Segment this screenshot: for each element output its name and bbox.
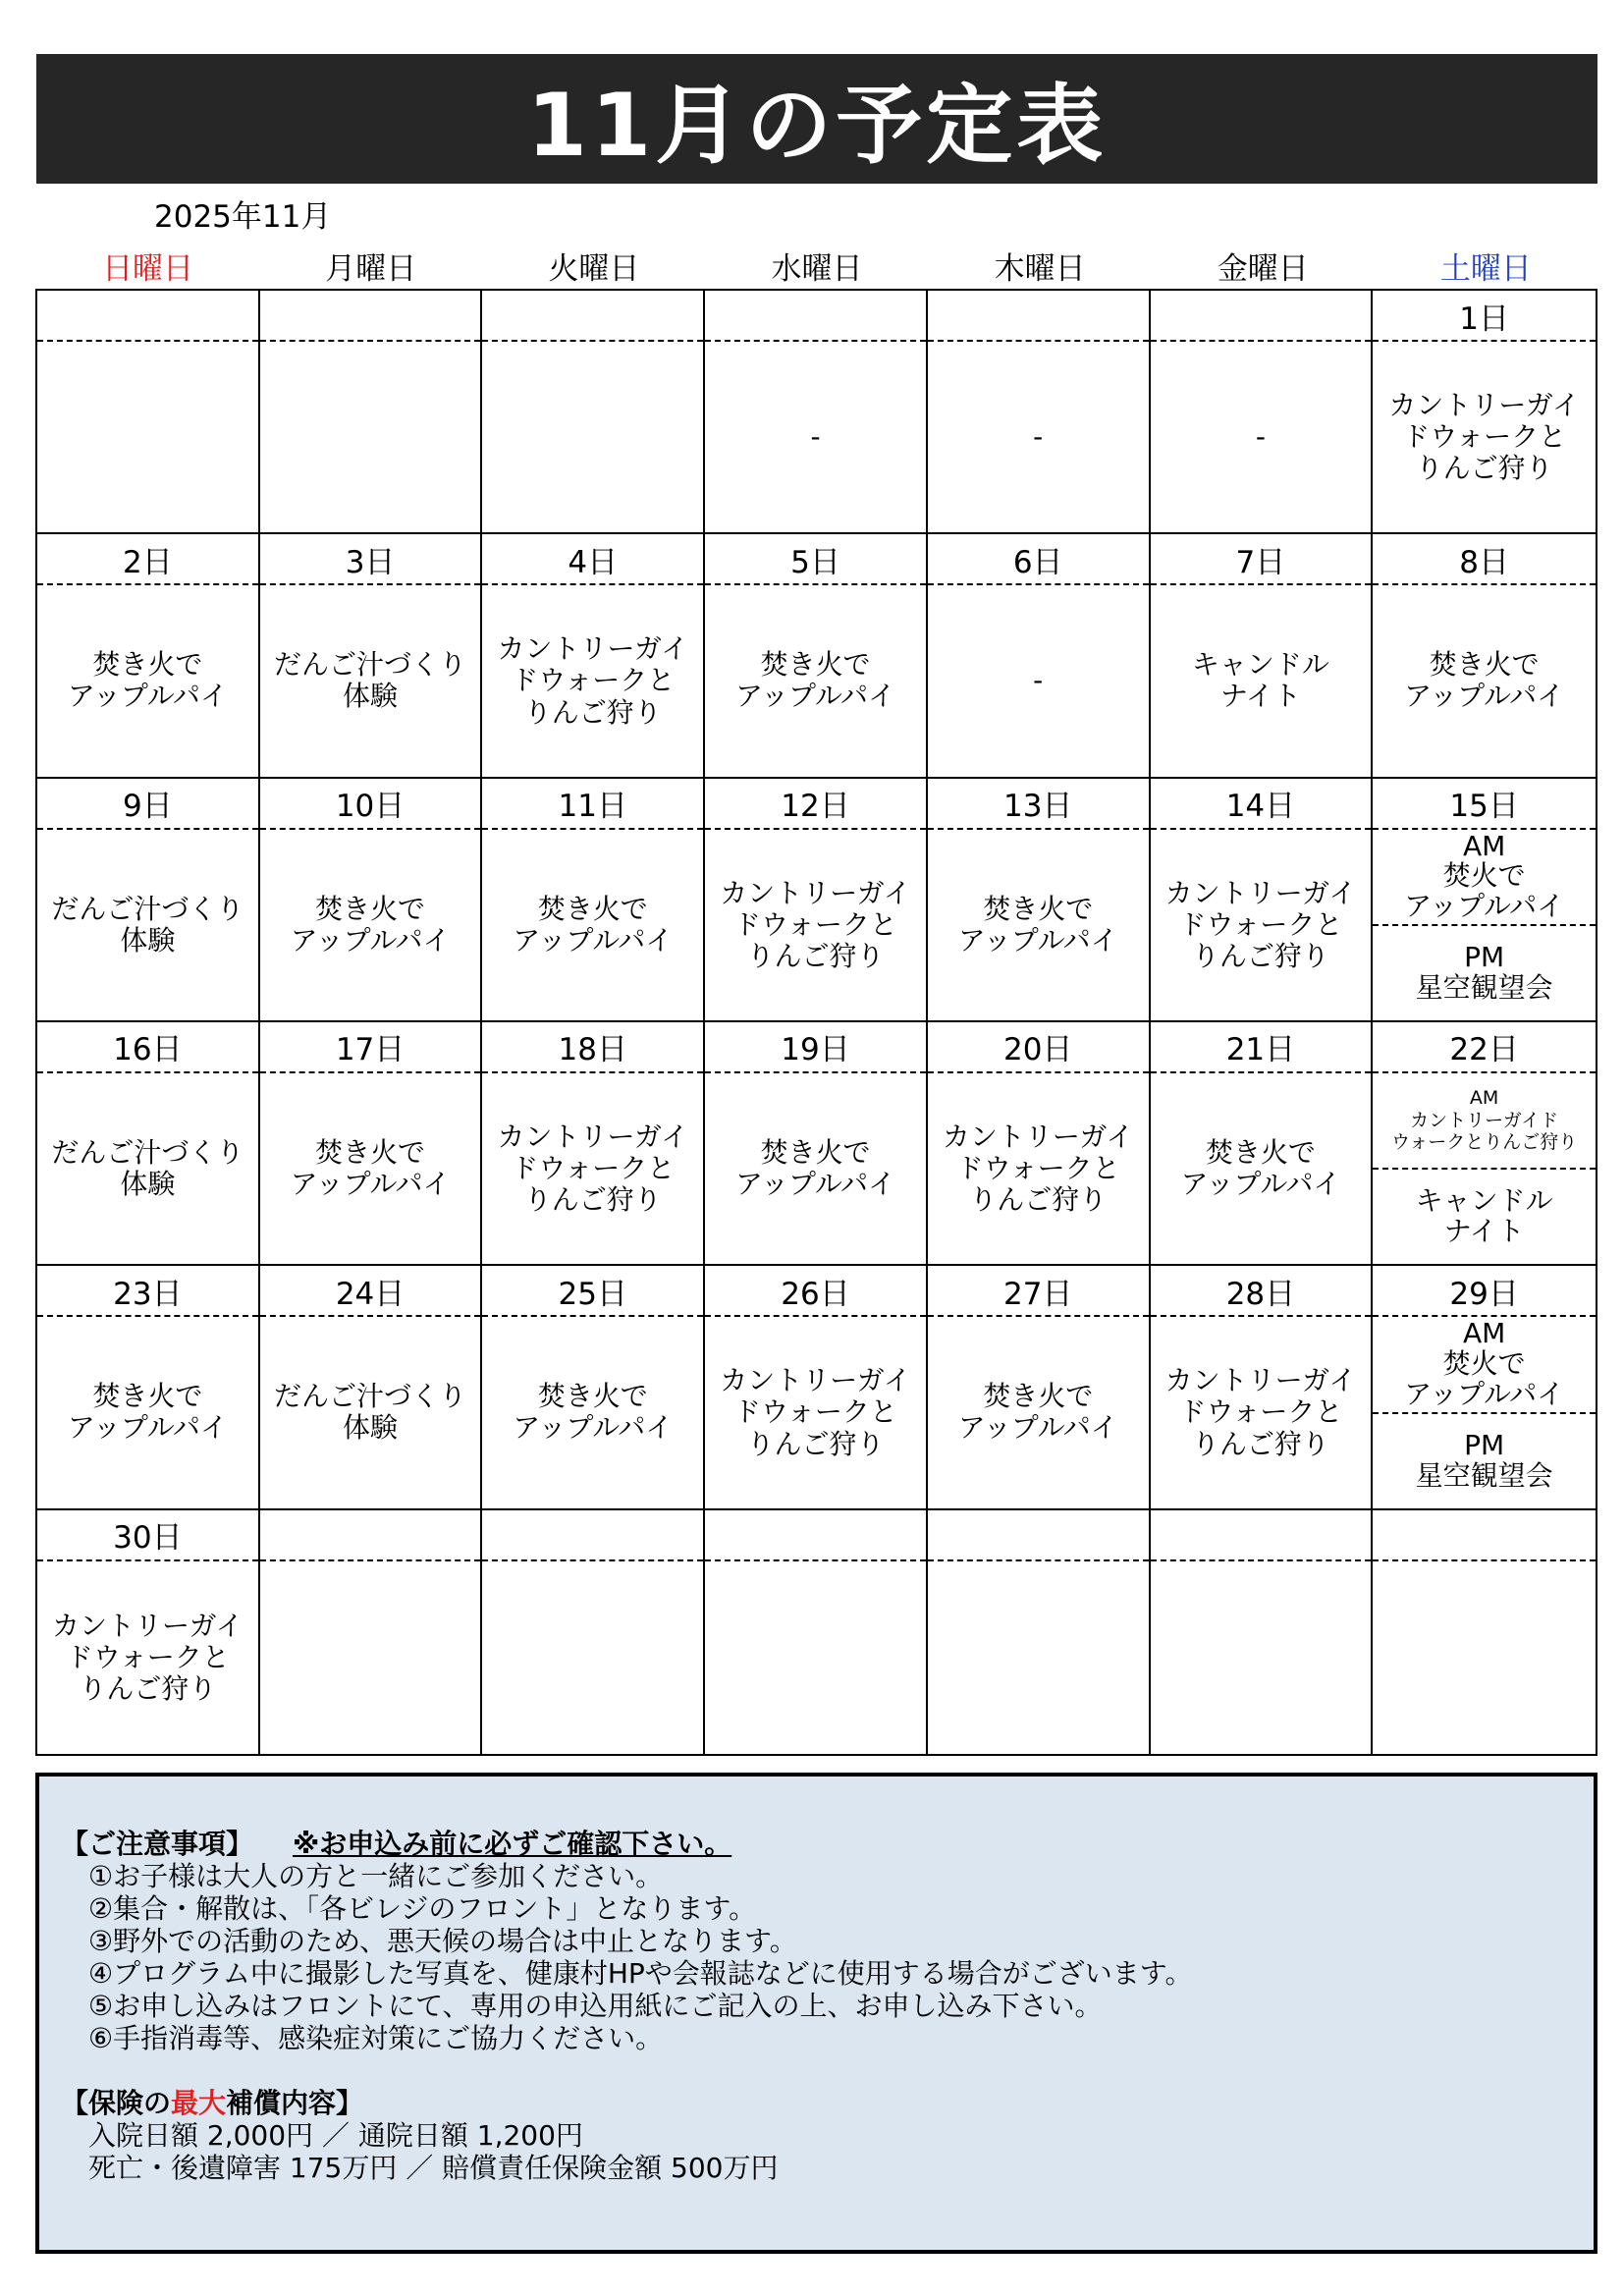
day-event	[482, 1561, 703, 1754]
day-number: 12日	[705, 779, 926, 830]
day-event: 焚き火で アップルパイ	[513, 1380, 674, 1445]
notice-heading-label: 【ご注意事項】	[61, 1828, 254, 1860]
day-number	[482, 1510, 703, 1561]
day-number: 9日	[37, 779, 258, 830]
notice-item: ⑥手指消毒等、感染症対策にご協力ください。	[88, 2022, 664, 2055]
calendar-day-cell	[260, 779, 483, 1022]
day-event: だんご汁づくり 体験	[274, 648, 467, 713]
day-number: 21日	[1151, 1022, 1372, 1073]
calendar-day-cell	[37, 534, 260, 778]
calendar-day-cell	[1373, 1022, 1596, 1266]
day-number	[928, 1510, 1149, 1561]
calendar-day-cell	[705, 779, 928, 1022]
notice-item: ③野外での活動のため、悪天候の場合は中止となります。	[88, 1925, 797, 1958]
day-number: 15日	[1373, 779, 1596, 830]
day-number	[1151, 291, 1372, 342]
insurance-line: 死亡・後遺障害 175万円 ／ 賠償責任保険金額 500万円	[88, 2152, 779, 2185]
day-events	[1373, 830, 1596, 1020]
day-events	[1373, 1317, 1596, 1507]
notice-heading	[61, 1828, 1594, 1860]
day-event: だんご汁づくり 体験	[51, 1135, 244, 1201]
day-event: 焚き火で アップルパイ	[290, 892, 451, 957]
day-event	[482, 342, 703, 532]
calendar-day-cell	[1151, 1022, 1374, 1266]
day-number: 23日	[37, 1266, 258, 1317]
day-event: カントリーガイ ドウォークと りんご狩り	[497, 632, 689, 729]
calendar-day-cell	[928, 291, 1151, 534]
notice-item: ①お子様は大人の方と一緒にご参加ください。	[88, 1860, 664, 1893]
day-event	[928, 1561, 1149, 1754]
day-number: 14日	[1151, 779, 1372, 830]
day-number: 11日	[482, 779, 703, 830]
day-event	[1151, 1561, 1372, 1754]
day-event: カントリーガイ ドウォークと りんご狩り	[720, 876, 911, 972]
day-number: 20日	[928, 1022, 1149, 1073]
day-number: 25日	[482, 1266, 703, 1317]
title-text: 11月の予定表	[526, 75, 1108, 176]
calendar-day-cell	[928, 534, 1151, 778]
calendar-day-cell	[928, 779, 1151, 1022]
day-event	[1373, 1561, 1596, 1754]
calendar-day-cell	[37, 1022, 260, 1266]
day-event: 焚き火で アップルパイ	[735, 648, 895, 713]
notice-item: ④プログラム中に撮影した写真を、健康村HPや会報誌などに使用する場合がございます。	[88, 1957, 1193, 1991]
calendar-day-cell	[705, 534, 928, 778]
calendar-day-cell	[260, 291, 483, 534]
day-event: 焚き火で アップルパイ	[1180, 1135, 1341, 1201]
day-number: 19日	[705, 1022, 926, 1073]
day-event: 焚き火で アップルパイ	[290, 1135, 451, 1201]
page-title	[36, 54, 1597, 184]
notice-item: ⑤お申し込みはフロントにて、専用の申込用紙にご記入の上、お申し込み下さい。	[88, 1990, 1103, 2023]
day-events	[1373, 1073, 1596, 1264]
day-number: 17日	[260, 1022, 481, 1073]
calendar-day-cell	[482, 291, 705, 534]
calendar-day-cell	[260, 1266, 483, 1509]
calendar-day-cell	[482, 779, 705, 1022]
calendar-day-cell	[928, 1022, 1151, 1266]
day-number	[705, 1510, 926, 1561]
day-event	[260, 342, 481, 532]
calendar-day-cell	[482, 1510, 705, 1754]
day-number: 22日	[1373, 1022, 1596, 1073]
day-number	[705, 291, 926, 342]
am-event: AM 焚火で アップルパイ	[1373, 830, 1596, 926]
calendar-day-cell	[37, 1266, 260, 1509]
calendar-day-cell	[37, 779, 260, 1022]
calendar-day-cell	[260, 1510, 483, 1754]
calendar-day-cell	[1151, 1266, 1374, 1509]
day-event	[37, 342, 258, 532]
calendar-day-cell	[1151, 534, 1374, 778]
day-number: 13日	[928, 779, 1149, 830]
calendar-day-cell	[260, 1022, 483, 1266]
day-number: 5日	[705, 534, 926, 585]
day-event: 焚き火で アップルパイ	[957, 892, 1118, 957]
day-event: カントリーガイ ドウォークと りんご狩り	[497, 1120, 689, 1217]
calendar-day-cell	[928, 1266, 1151, 1509]
calendar-day-cell	[1151, 291, 1374, 534]
day-number: 24日	[260, 1266, 481, 1317]
am-event: AM カントリーガイド ウォークとりんご狩り	[1373, 1073, 1596, 1170]
calendar-day-cell	[705, 1510, 928, 1754]
day-event: カントリーガイ ドウォークと りんご狩り	[1164, 876, 1357, 972]
calendar-day-cell	[37, 1510, 260, 1754]
day-number	[1373, 1510, 1596, 1561]
day-number: 1日	[1373, 291, 1596, 342]
weekday-monday: 月曜日	[325, 251, 417, 287]
day-number	[1151, 1510, 1372, 1561]
day-event: カントリーガイ ドウォークと りんご狩り	[52, 1609, 244, 1705]
month-label: 2025年11月	[154, 199, 332, 235]
day-event: 焚き火で アップルパイ	[735, 1135, 895, 1201]
day-event: 焚き火で アップルパイ	[957, 1380, 1118, 1445]
day-event: -	[810, 420, 821, 454]
day-number	[260, 291, 481, 342]
day-number: 4日	[482, 534, 703, 585]
day-event: カントリーガイ ドウォークと りんご狩り	[1388, 388, 1580, 485]
day-number: 10日	[260, 779, 481, 830]
calendar-day-cell	[928, 1510, 1151, 1754]
day-event: キャンドル ナイト	[1191, 648, 1329, 713]
weekday-tuesday: 火曜日	[548, 251, 640, 287]
day-number: 7日	[1151, 534, 1372, 585]
pm-event: キャンドル ナイト	[1415, 1184, 1553, 1248]
calendar-day-cell	[705, 291, 928, 534]
calendar-day-cell	[1373, 779, 1596, 1022]
calendar-day-cell	[482, 1022, 705, 1266]
weekday-sunday: 日曜日	[102, 251, 194, 287]
insurance-heading-emphasis: 最大	[171, 2087, 227, 2120]
day-number: 3日	[260, 534, 481, 585]
day-event: -	[1033, 420, 1044, 454]
day-number	[260, 1510, 481, 1561]
calendar-day-cell	[260, 534, 483, 778]
calendar-day-cell	[482, 534, 705, 778]
insurance-line: 入院日額 2,000円 ／ 通院日額 1,200円	[88, 2119, 583, 2153]
calendar-day-cell	[1151, 779, 1374, 1022]
day-event: カントリーガイ ドウォークと りんご狩り	[720, 1364, 911, 1460]
day-number: 6日	[928, 534, 1149, 585]
day-event	[260, 1561, 481, 1754]
day-number: 30日	[37, 1510, 258, 1561]
day-event: 焚き火で アップルパイ	[67, 648, 228, 713]
day-event: -	[1255, 420, 1266, 454]
insurance-heading	[61, 2087, 1594, 2119]
day-event: カントリーガイ ドウォークと りんご狩り	[1164, 1364, 1357, 1460]
notice-item: ②集合・解散は、「各ビレジのフロント」となります。	[88, 1892, 757, 1926]
day-event: カントリーガイ ドウォークと りんご狩り	[942, 1120, 1134, 1217]
calendar-day-cell	[1373, 291, 1596, 534]
weekday-thursday: 木曜日	[994, 251, 1086, 287]
day-event: だんご汁づくり 体験	[51, 892, 244, 957]
day-number: 29日	[1373, 1266, 1596, 1317]
calendar-day-cell	[1151, 1510, 1374, 1754]
calendar-day-cell	[482, 1266, 705, 1509]
pm-event: PM 星空観望会	[1415, 1428, 1553, 1492]
calendar-day-cell	[705, 1266, 928, 1509]
day-event: 焚き火で アップルパイ	[513, 892, 674, 957]
calendar-grid	[35, 289, 1597, 1756]
calendar-day-cell	[1373, 1510, 1596, 1754]
day-number	[928, 291, 1149, 342]
pm-event: PM 星空観望会	[1415, 941, 1553, 1004]
am-event: AM 焚火で アップルパイ	[1373, 1317, 1596, 1413]
day-number: 28日	[1151, 1266, 1372, 1317]
day-event: だんご汁づくり 体験	[274, 1380, 467, 1445]
day-event: 焚き火で アップルパイ	[1404, 648, 1565, 713]
day-event	[705, 1561, 926, 1754]
notice-heading-note: ※お申込み前に必ずご確認下さい。	[293, 1828, 732, 1860]
day-number: 8日	[1373, 534, 1596, 585]
calendar-day-cell	[1373, 1266, 1596, 1509]
day-number: 18日	[482, 1022, 703, 1073]
weekday-wednesday: 水曜日	[771, 251, 863, 287]
day-number	[482, 291, 703, 342]
day-number: 16日	[37, 1022, 258, 1073]
day-number	[37, 291, 258, 342]
calendar-day-cell	[1373, 534, 1596, 778]
insurance-heading-pre: 【保険の	[61, 2087, 172, 2120]
day-number: 27日	[928, 1266, 1149, 1317]
calendar-day-cell	[705, 1022, 928, 1266]
insurance-heading-post: 補償内容】	[226, 2087, 364, 2120]
day-event: 焚き火で アップルパイ	[67, 1380, 228, 1445]
calendar-day-cell	[37, 291, 260, 534]
weekday-friday: 金曜日	[1217, 251, 1309, 287]
weekday-saturday: 土曜日	[1439, 251, 1532, 287]
day-number: 26日	[705, 1266, 926, 1317]
notice-box	[35, 1773, 1597, 2254]
weekday-header-row	[36, 244, 1597, 287]
day-event: -	[1033, 664, 1044, 697]
day-number: 2日	[37, 534, 258, 585]
